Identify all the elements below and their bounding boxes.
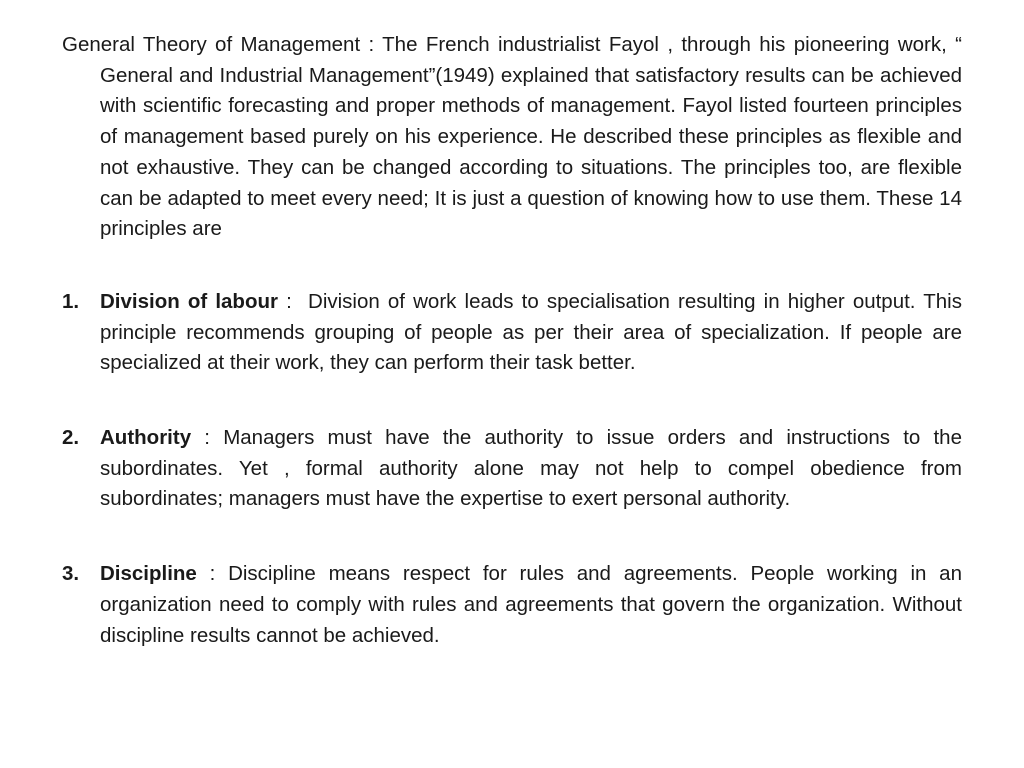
principle-separator: : — [196, 562, 229, 586]
principle-number: 1. — [62, 289, 80, 313]
principle-item — [62, 423, 962, 515]
principle-item — [62, 287, 962, 379]
principle-term: Discipline — [100, 562, 197, 586]
principle-term: Authority — [100, 426, 192, 450]
intro-paragraph: General Theory of Management : The French industrialist Fayol , through his pioneering work, “ General and Industrial Management”(1949) explained that satisfactory results can be achieved with scientific forecasting and proper methods of management. Fayol listed fourteen principles of management based purely on his experience. He described these principles as flexible and not exhaustive. They can be changed according to situations. The principles too, are flexible can be adapted to meet every need; It is just a question of knowing how to use them. These 14 principles are — [62, 33, 962, 241]
principle-text: Division of work leads to specialisation resulting in higher output. This principle recommends grouping of people as per their area of specialization. If people are specialized at their work, they can perform their task better. — [100, 289, 962, 375]
slide-body — [62, 30, 962, 651]
principle-item — [62, 559, 962, 651]
principle-text: Managers must have the authority to issue orders and instructions to the subordinates. Yet , formal authority alone may not help to compel obedience from subordinates; managers must have the expertise to exert personal authority. — [100, 426, 962, 511]
principle-text: Discipline means respect for rules and agreements. People working in an organization need to comply with rules and agreements that govern the organization. Without discipline results cannot be achieved. — [100, 562, 962, 647]
principle-separator: : — [277, 289, 309, 313]
principle-term: Division of labour — [100, 289, 278, 313]
principle-number: 3. — [62, 562, 80, 586]
principle-separator: : — [191, 426, 224, 450]
principle-number: 2. — [62, 426, 80, 450]
